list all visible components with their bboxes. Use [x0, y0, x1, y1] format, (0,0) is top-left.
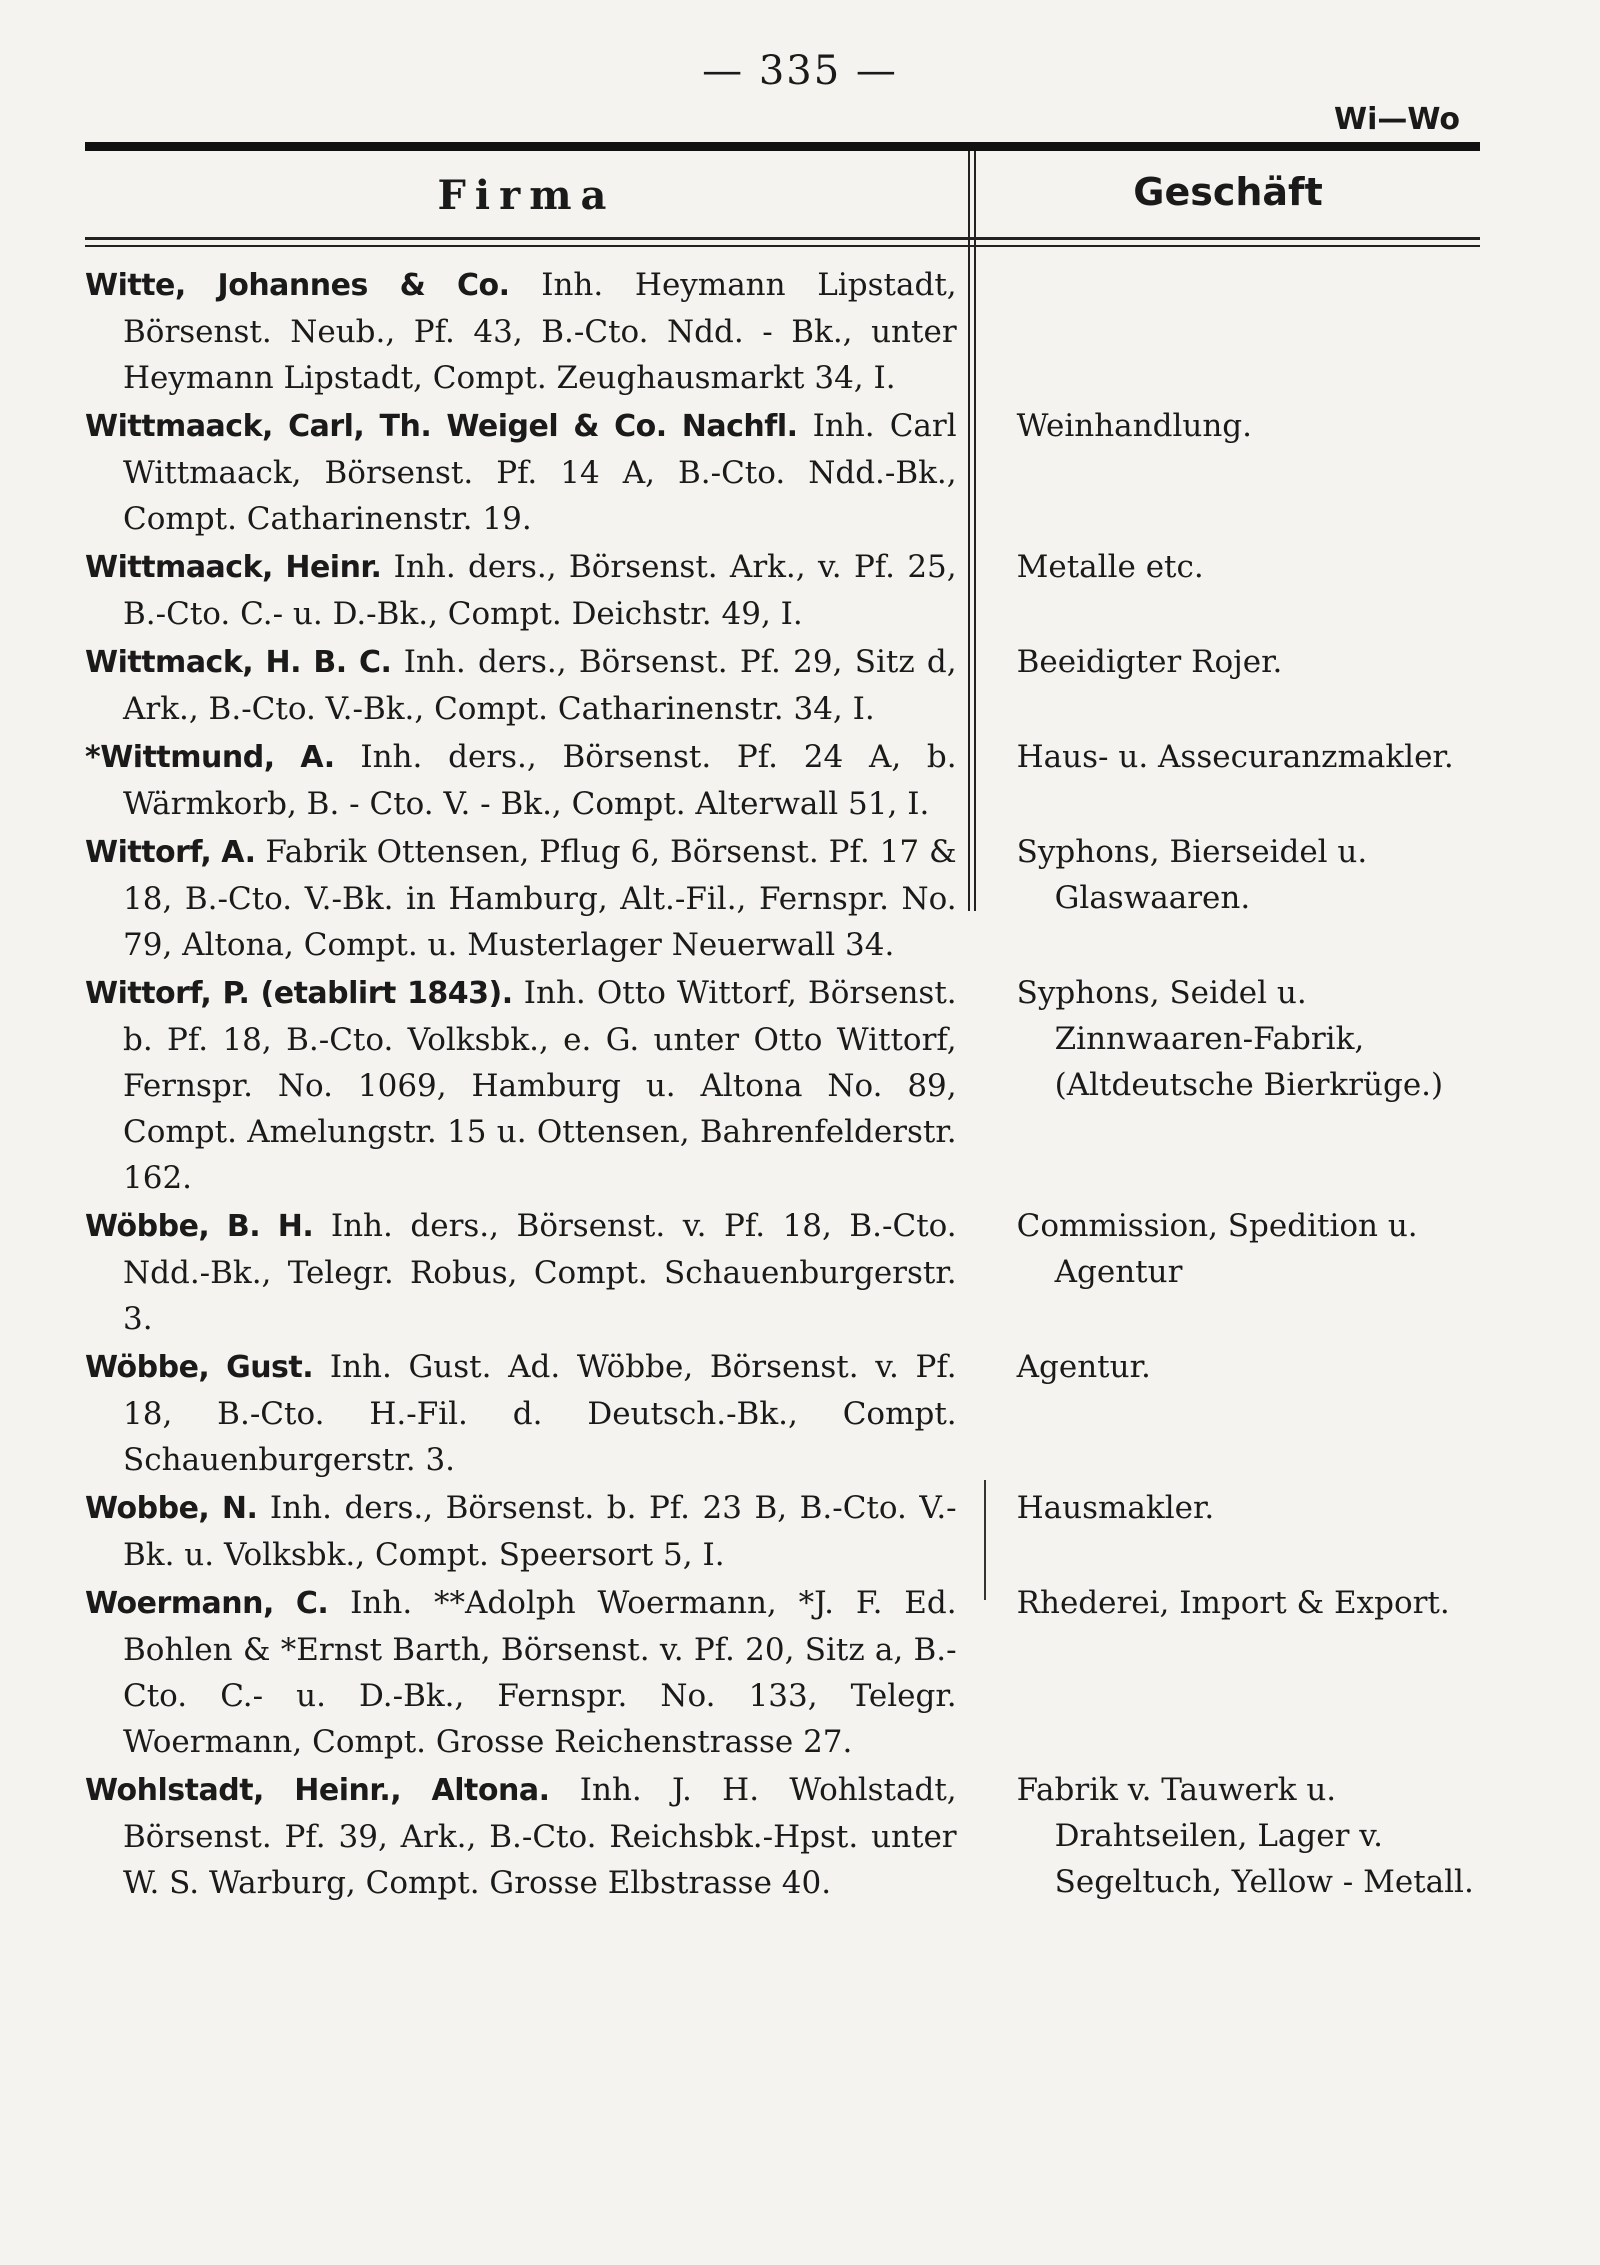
list-item: [85, 1767, 1505, 1906]
company-name: Witte, Johannes & Co.: [85, 268, 510, 303]
company-details: Inh. ders., Börsenst. Ark., v. Pf. 25, B.-Cto. C.- u. D.-Bk., Compt. Deichstr. 49, I.: [123, 549, 957, 632]
company-name: Wittmack, H. B. C.: [85, 645, 392, 680]
business-type: Commission, Spedition u. Agentur: [1016, 1208, 1418, 1290]
company-details: Inh. ders., Börsenst. v. Pf. 18, B.-Cto. Ndd.-Bk., Telegr. Robus, Compt. Schauenburgerstr. 3.: [123, 1208, 957, 1337]
firma-text: [85, 1203, 957, 1342]
company-name: Wohlstadt, Heinr., Altona.: [85, 1773, 550, 1808]
company-details: Inh. Carl Wittmaack, Börsenst. Pf. 14 A, B.-Cto. Ndd.-Bk., Compt. Catharinenstr. 19.: [123, 408, 957, 537]
firma-text: [85, 1767, 957, 1906]
business-type: Fabrik v. Tauwerk u. Drahtseilen, Lager v. Segeltuch, Yellow - Metall.: [1016, 1772, 1474, 1900]
company-details: Inh. Gust. Ad. Wöbbe, Börsenst. v. Pf. 18, B.-Cto. H.-Fil. d. Deutsch.-Bk., Compt. Schauenburgerstr. 3.: [123, 1349, 957, 1478]
company-details: Inh. ders., Börsenst. Pf. 29, Sitz d, Ark., B.-Cto. V.-Bk., Compt. Catharinenstr. 34, I.: [123, 644, 957, 727]
list-item: [85, 829, 1505, 968]
column-header-geschaeft: Geschäft: [1133, 170, 1323, 214]
business-type: Weinhandlung.: [1016, 408, 1253, 444]
column-header-firma: Firma: [437, 172, 616, 219]
firma-text: [85, 829, 957, 968]
list-item: [85, 1344, 1505, 1483]
company-name: Woermann, C.: [85, 1586, 329, 1621]
business-type: Haus- u. Assecuranzmakler.: [1016, 739, 1454, 775]
list-item: [85, 1485, 1505, 1578]
company-name: Wittmaack, Heinr.: [85, 550, 382, 585]
list-item: [85, 403, 1505, 542]
firma-text: [85, 639, 957, 732]
company-name: Wöbbe, Gust.: [85, 1350, 314, 1385]
company-name: Wittorf, P. (etablirt 1843).: [85, 976, 513, 1011]
firma-text: [85, 970, 957, 1201]
company-details: Inh. Heymann Lipstadt, Börsenst. Neub., Pf. 43, B.-Cto. Ndd. - Bk., unter Heymann Lipstadt, Compt. Zeughausmarkt 34, I.: [123, 267, 957, 396]
list-item: [85, 970, 1505, 1201]
firma-text: [85, 1580, 957, 1765]
entry-list: [85, 262, 1505, 1908]
firma-text: [85, 544, 957, 637]
company-name: Wittorf, A.: [85, 835, 256, 870]
firma-text: [85, 734, 957, 827]
company-name: Wittmaack, Carl, Th. Weigel & Co. Nachfl.: [85, 409, 798, 444]
business-type: Rhederei, Import & Export.: [1016, 1585, 1450, 1621]
company-details: Fabrik Ottensen, Pflug 6, Börsenst. Pf. 17 & 18, B.-Cto. V.-Bk. in Hamburg, Alt.-Fil., Fernspr. No. 79, Altona, Compt. u. Musterlager Neuerwall 34.: [123, 834, 957, 963]
company-details: Inh. J. H. Wohlstadt, Börsenst. Pf. 39, Ark., B.-Cto. Reichsbk.-Hpst. unter W. S. Warburg, Compt. Grosse Elbstrasse 40.: [123, 1772, 957, 1901]
firma-text: [85, 403, 957, 542]
top-rule: [85, 142, 1480, 151]
firma-text: [85, 1485, 957, 1578]
business-type: Syphons, Seidel u. Zinnwaaren-Fabrik, (Altdeutsche Bierkrüge.): [1016, 975, 1444, 1103]
list-item: [85, 734, 1505, 827]
business-type: Agentur.: [1016, 1349, 1151, 1385]
company-name: Wöbbe, B. H.: [85, 1209, 314, 1244]
list-item: [85, 1580, 1505, 1765]
company-name: *Wittmund, A.: [85, 740, 335, 775]
list-item: [85, 262, 1505, 401]
list-item: [85, 544, 1505, 637]
header-rule: [85, 237, 1480, 240]
business-type: Syphons, Bierseidel u. Glaswaaren.: [1016, 834, 1368, 916]
business-type: Beeidigter Rojer.: [1016, 644, 1283, 680]
firma-text: [85, 1344, 957, 1483]
company-details: Inh. ders., Börsenst. b. Pf. 23 B, B.-Cto. V.-Bk. u. Volksbk., Compt. Speersort 5, I.: [123, 1490, 957, 1573]
alphabet-range: Wi—Wo: [1333, 102, 1460, 137]
company-details: Inh. ders., Börsenst. Pf. 24 A, b. Wärmkorb, B. - Cto. V. - Bk., Compt. Alterwall 51, I.: [123, 739, 957, 822]
page-number: — 335 —: [702, 48, 898, 94]
business-type: Metalle etc.: [1016, 549, 1204, 585]
business-type: Hausmakler.: [1016, 1490, 1215, 1526]
company-details: Inh. Otto Wittorf, Börsenst. b. Pf. 18, B.-Cto. Volksbk., e. G. unter Otto Wittorf, Fernspr. No. 1069, Hamburg u. Altona No. 89, Compt. Amelungstr. 15 u. Ottensen, Bahrenfelderstr. 162.: [123, 975, 957, 1196]
list-item: [85, 639, 1505, 732]
header-rule-thin: [85, 245, 1480, 247]
company-name: Wobbe, N.: [85, 1491, 258, 1526]
company-details: Inh. **Adolph Woermann, *J. F. Ed. Bohlen & *Ernst Barth, Börsenst. v. Pf. 20, Sitz a, B.-Cto. C.- u. D.-Bk., Fernspr. No. 133, Telegr. Woermann, Compt. Grosse Reichenstrasse 27.: [123, 1585, 957, 1760]
firma-text: [85, 262, 957, 401]
business-type: [1017, 262, 1505, 401]
list-item: [85, 1203, 1505, 1342]
